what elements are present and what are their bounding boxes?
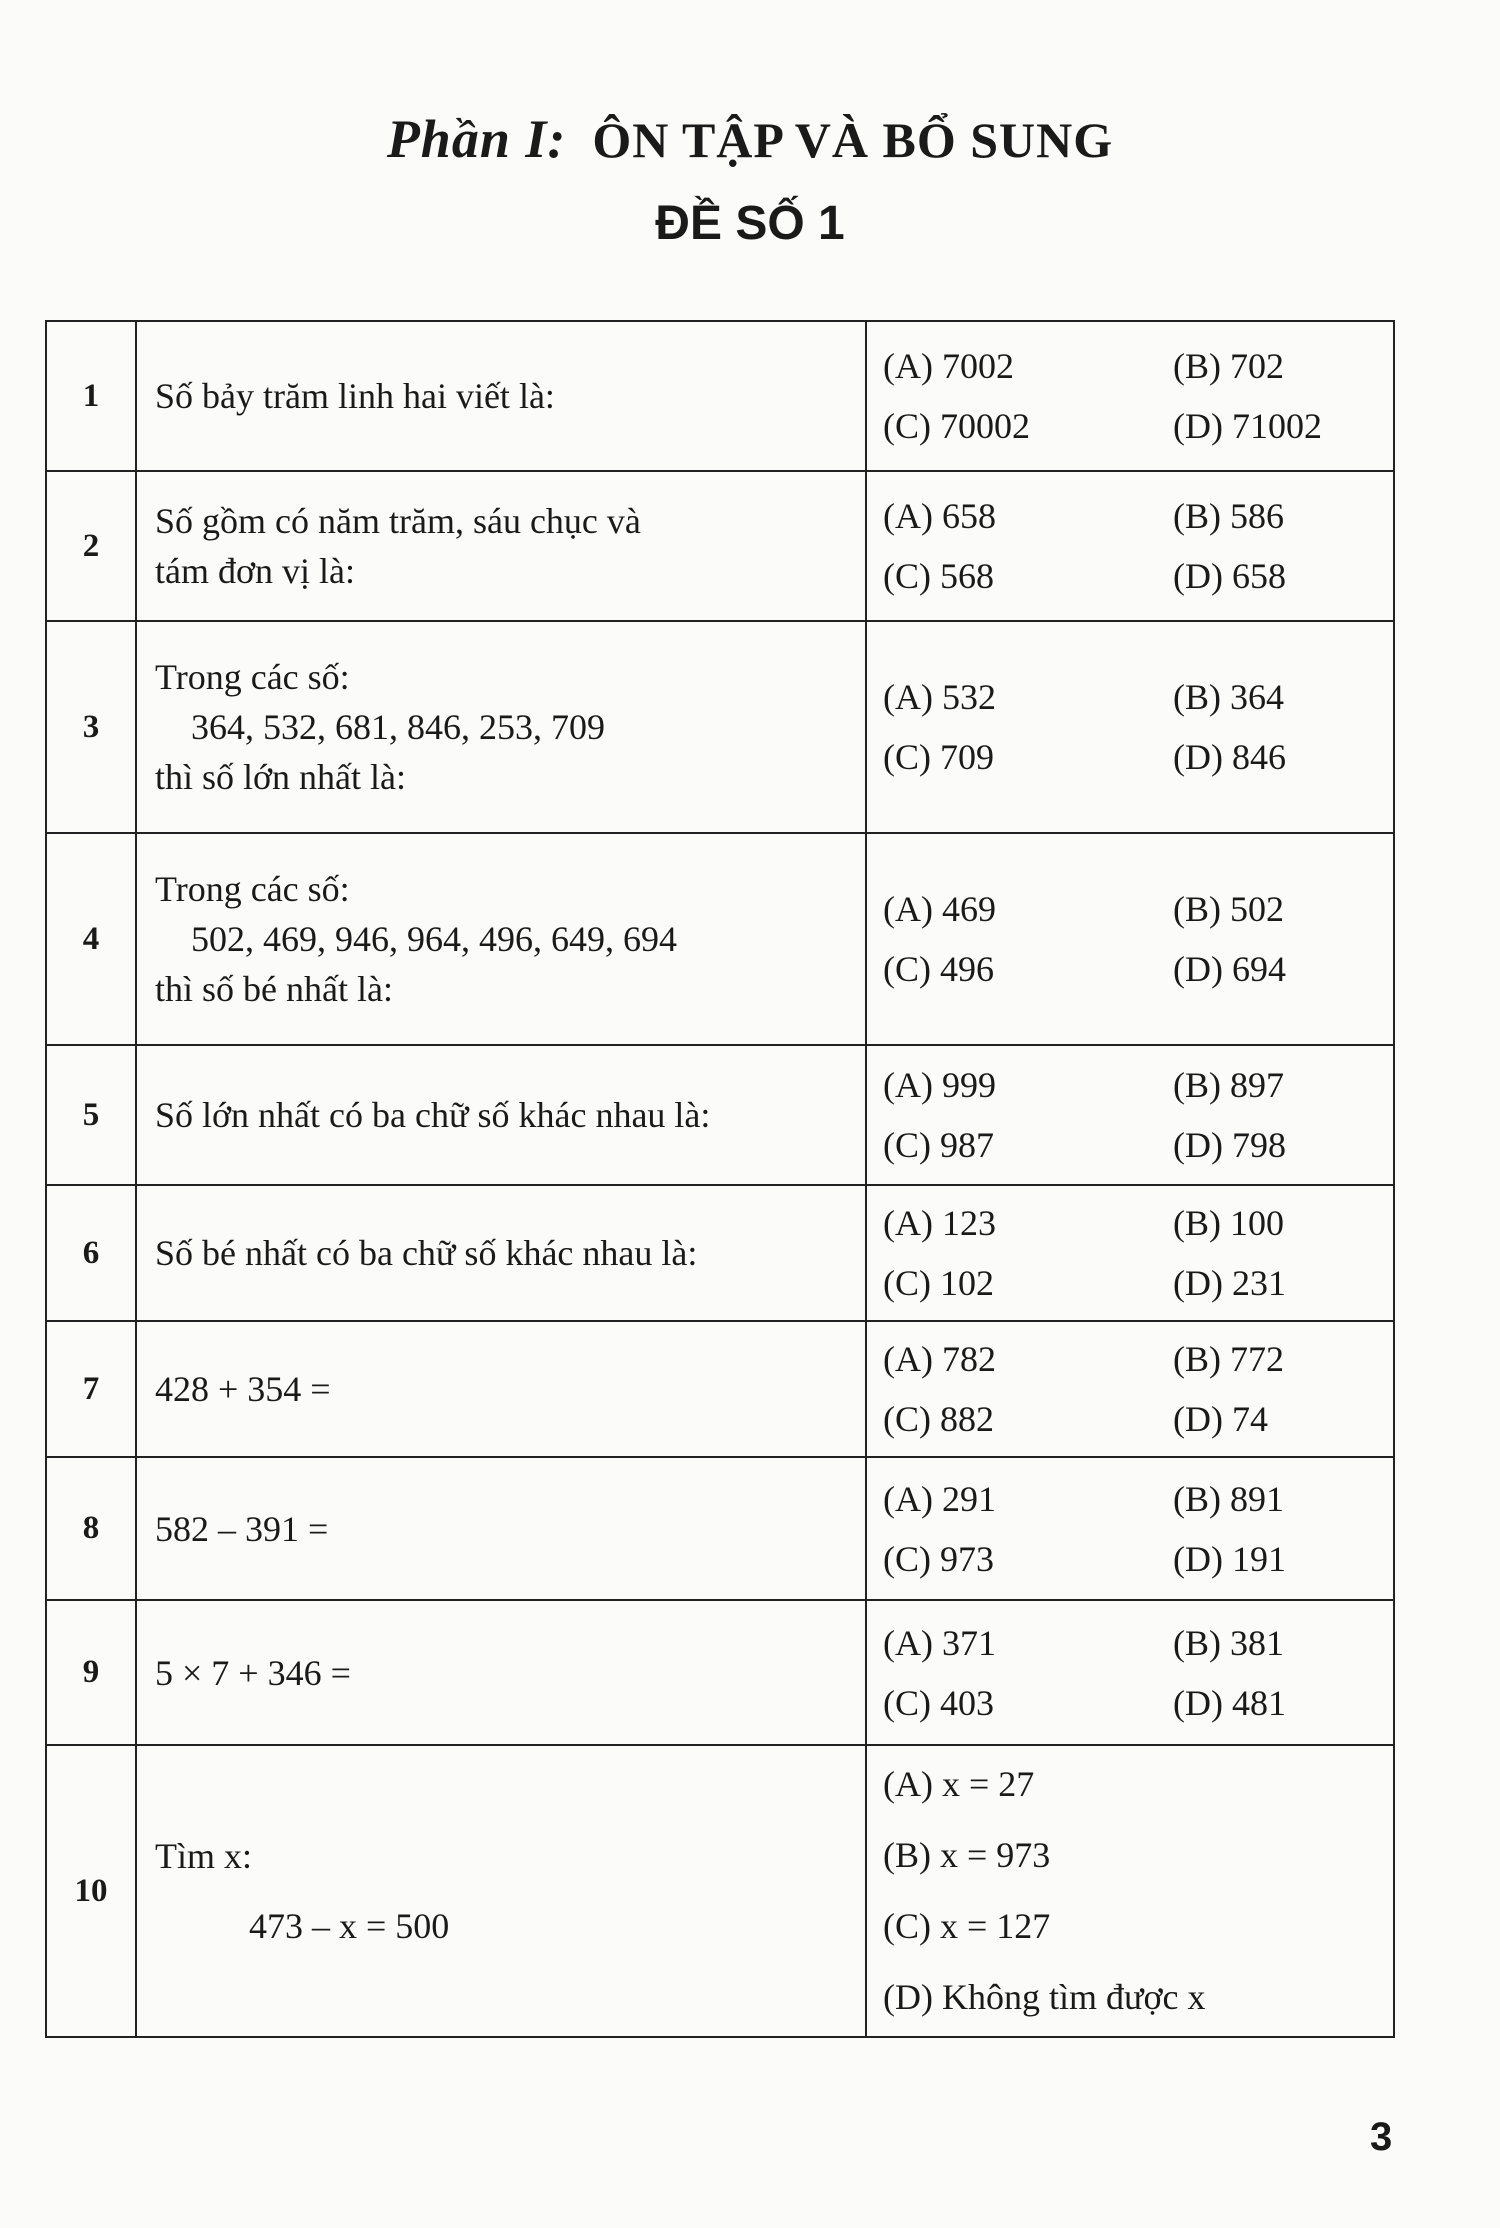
equation: 473 – x = 500 <box>249 1906 450 1946</box>
option-d[interactable]: (D) 74 <box>1173 1399 1268 1439</box>
option-d[interactable]: (D) 658 <box>1173 556 1286 596</box>
question-line: 582 – 391 = <box>155 1508 329 1549</box>
option-d[interactable]: (D) 71002 <box>1173 406 1322 446</box>
question-line: thì số bé nhất là: <box>155 969 393 1009</box>
question-text <box>136 1045 866 1185</box>
option-d[interactable]: (D) 798 <box>1173 1125 1286 1165</box>
question-row <box>46 621 1394 833</box>
question-text <box>136 1185 866 1321</box>
question-line: 428 + 354 = <box>155 1369 331 1409</box>
question-number: 9 <box>46 1600 136 1745</box>
question-text <box>136 321 866 471</box>
option-a[interactable]: (A) x = 27 <box>883 1764 1035 1804</box>
question-row <box>46 1321 1394 1457</box>
question-line: Trong các số: <box>155 657 350 697</box>
options-cell <box>866 833 1394 1045</box>
option-b[interactable]: (B) 772 <box>1173 1339 1284 1379</box>
option-d[interactable]: (D) 846 <box>1173 737 1286 777</box>
question-row <box>46 1185 1394 1321</box>
question-number: 4 <box>46 833 136 1045</box>
question-number: 7 <box>46 1321 136 1457</box>
option-b[interactable]: (B) 897 <box>1173 1065 1284 1105</box>
page-title <box>0 108 1500 170</box>
question-line: Tìm x: <box>155 1836 252 1876</box>
options-cell <box>866 1457 1394 1600</box>
option-c[interactable]: (C) 568 <box>883 556 994 596</box>
question-line: Số bảy trăm linh hai viết là: <box>155 376 555 416</box>
options-cell <box>866 1045 1394 1185</box>
option-d[interactable]: (D) 231 <box>1173 1263 1286 1303</box>
option-a[interactable]: (A) 291 <box>883 1478 996 1519</box>
option-a[interactable]: (A) 7002 <box>883 346 1014 386</box>
question-row <box>46 1745 1394 2037</box>
option-b[interactable]: (B) 502 <box>1173 889 1284 929</box>
option-b[interactable]: (B) 364 <box>1173 677 1284 717</box>
option-d[interactable]: (D) Không tìm được x <box>883 1977 1206 2017</box>
options-cell <box>866 1600 1394 1745</box>
question-text <box>136 1321 866 1457</box>
question-number: 5 <box>46 1045 136 1185</box>
number-list: 364, 532, 681, 846, 253, 709 <box>191 707 605 747</box>
question-number: 2 <box>46 471 136 621</box>
question-text <box>136 1457 866 1600</box>
question-number: 10 <box>46 1745 136 2037</box>
question-text <box>136 621 866 833</box>
page-number: 3 <box>1370 2115 1393 2159</box>
question-row <box>46 1045 1394 1185</box>
question-row <box>46 1457 1394 1600</box>
option-c[interactable]: (C) x = 127 <box>883 1906 1051 1946</box>
question-text <box>136 833 866 1045</box>
options-cell <box>866 1185 1394 1321</box>
question-row <box>46 321 1394 471</box>
option-a[interactable]: (A) 999 <box>883 1065 996 1105</box>
question-line: Số bé nhất có ba chữ số khác nhau là: <box>155 1233 698 1273</box>
question-line: 5 × 7 + 346 = <box>155 1652 351 1693</box>
question-number: 6 <box>46 1185 136 1321</box>
exam-subtitle: ĐỀ SỐ 1 <box>655 197 845 250</box>
part-label: Phần I: <box>386 109 567 169</box>
question-line: tám đơn vị là: <box>155 551 356 591</box>
option-a[interactable]: (A) 123 <box>883 1203 996 1243</box>
options-cell <box>866 621 1394 833</box>
option-a[interactable]: (A) 371 <box>883 1622 996 1663</box>
options-cell <box>866 321 1394 471</box>
question-row <box>46 1600 1394 1745</box>
option-b[interactable]: (B) 891 <box>1173 1478 1284 1519</box>
option-c[interactable]: (C) 987 <box>883 1125 994 1165</box>
option-c[interactable]: (C) 973 <box>883 1538 994 1579</box>
question-line: Số lớn nhất có ba chữ số khác nhau là: <box>155 1095 711 1135</box>
question-text <box>136 1745 866 2037</box>
option-b[interactable]: (B) x = 973 <box>883 1835 1051 1875</box>
section-heading: ÔN TẬP VÀ BỔ SUNG <box>592 112 1114 168</box>
question-line: Số gồm có năm trăm, sáu chục và <box>155 501 641 541</box>
option-b[interactable]: (B) 381 <box>1173 1622 1284 1663</box>
number-list: 502, 469, 946, 964, 496, 649, 694 <box>191 919 677 959</box>
option-b[interactable]: (B) 702 <box>1173 346 1284 386</box>
option-d[interactable]: (D) 481 <box>1173 1682 1286 1723</box>
options-cell <box>866 471 1394 621</box>
question-text <box>136 471 866 621</box>
option-c[interactable]: (C) 70002 <box>883 406 1030 446</box>
question-number: 1 <box>46 321 136 471</box>
question-row <box>46 471 1394 621</box>
option-a[interactable]: (A) 782 <box>883 1339 996 1379</box>
option-d[interactable]: (D) 694 <box>1173 949 1286 989</box>
question-table <box>45 320 1395 2038</box>
option-a[interactable]: (A) 658 <box>883 496 996 536</box>
question-line: thì số lớn nhất là: <box>155 757 407 797</box>
option-d[interactable]: (D) 191 <box>1173 1538 1286 1579</box>
option-a[interactable]: (A) 469 <box>883 889 996 929</box>
option-c[interactable]: (C) 102 <box>883 1263 994 1303</box>
question-line: Trong các số: <box>155 869 350 909</box>
options-cell <box>866 1745 1394 2037</box>
options-cell <box>866 1321 1394 1457</box>
option-b[interactable]: (B) 100 <box>1173 1203 1284 1243</box>
option-c[interactable]: (C) 403 <box>883 1682 994 1723</box>
question-number: 3 <box>46 621 136 833</box>
option-c[interactable]: (C) 496 <box>883 949 994 989</box>
question-number: 8 <box>46 1457 136 1600</box>
option-c[interactable]: (C) 882 <box>883 1399 994 1439</box>
question-row <box>46 833 1394 1045</box>
option-c[interactable]: (C) 709 <box>883 737 994 777</box>
option-b[interactable]: (B) 586 <box>1173 496 1284 536</box>
question-text <box>136 1600 866 1745</box>
option-a[interactable]: (A) 532 <box>883 677 996 717</box>
